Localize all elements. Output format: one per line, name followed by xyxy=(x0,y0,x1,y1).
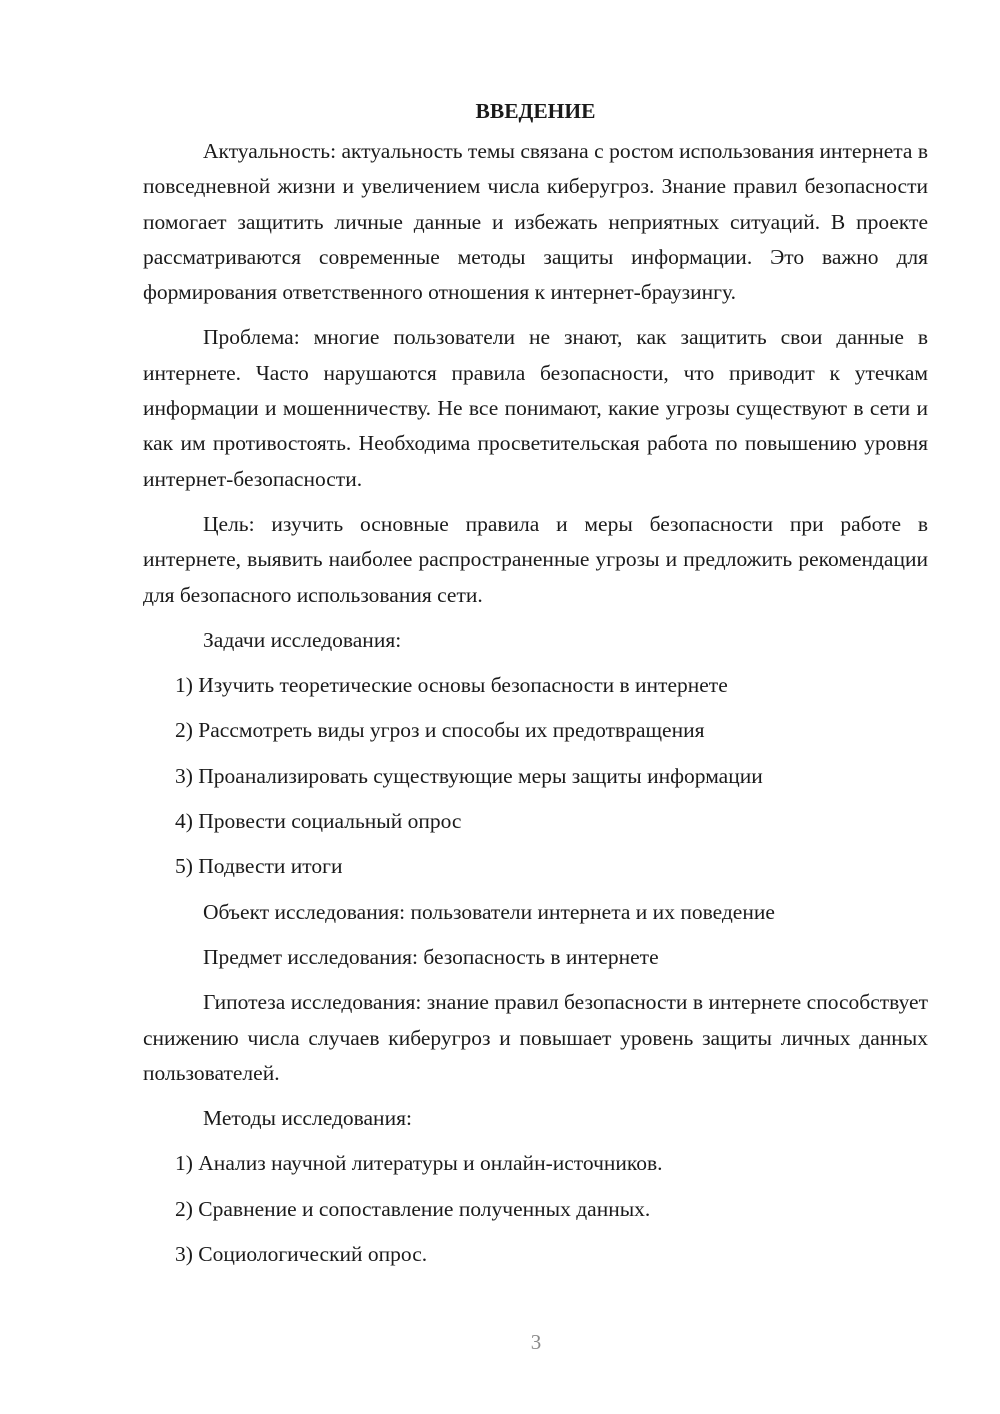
method-item: 2) Сравнение и сопоставление полученных данных. xyxy=(175,1196,651,1221)
document-page xyxy=(143,96,928,1282)
task-item: 1) Изучить теоретические основы безопасности в интернете xyxy=(175,673,728,698)
methods-heading: Методы исследования: xyxy=(203,1106,412,1131)
task-item: 2) Рассмотреть виды угроз и способы их предотвращения xyxy=(175,718,705,743)
goal-paragraph: Цель: изучить основные правила и меры безопасности при работе в интернете, выявить наиболее распространенные угрозы и предложить рекомендации для безопасного использования сети. xyxy=(143,511,928,607)
page-title: ВВЕДЕНИЕ xyxy=(475,99,596,123)
problem-paragraph: Проблема: многие пользователи не знают, как защитить свои данные в интернете. Часто нарушаются правила безопасности, что приводит к утечкам информации и мошенничеству. Не все понимают, какие угрозы существуют в сети и как им противостоять. Необходима просветительская работа по повышению уровня интернет-безопасности. xyxy=(143,325,928,491)
object-line: Объект исследования: пользователи интернета и их поведение xyxy=(203,899,775,924)
task-item: 5) Подвести итоги xyxy=(175,854,343,879)
subject-line: Предмет исследования: безопасность в интернете xyxy=(203,944,659,969)
relevance-paragraph: Актуальность: актуальность темы связана с ростом использования интернета в повседневной жизни и увеличением числа киберугроз. Знание правил безопасности помогает защитить личные данные и избежать неприятных ситуаций. В проекте рассматриваются современные методы защиты информации. Это важно для формирования ответственного отношения к интернет-браузингу. xyxy=(143,139,928,305)
task-item: 3) Проанализировать существующие меры защиты информации xyxy=(175,763,763,788)
tasks-heading: Задачи исследования: xyxy=(203,627,402,652)
hypothesis-paragraph: Гипотеза исследования: знание правил безопасности в интернете способствует снижению числа случаев киберугроз и повышает уровень защиты личных данных пользователей. xyxy=(143,990,928,1085)
method-item: 1) Анализ научной литературы и онлайн-источников. xyxy=(175,1151,663,1176)
method-item: 3) Социологический опрос. xyxy=(175,1242,428,1267)
page-number: 3 xyxy=(530,1330,542,1354)
task-item: 4) Провести социальный опрос xyxy=(175,809,462,834)
